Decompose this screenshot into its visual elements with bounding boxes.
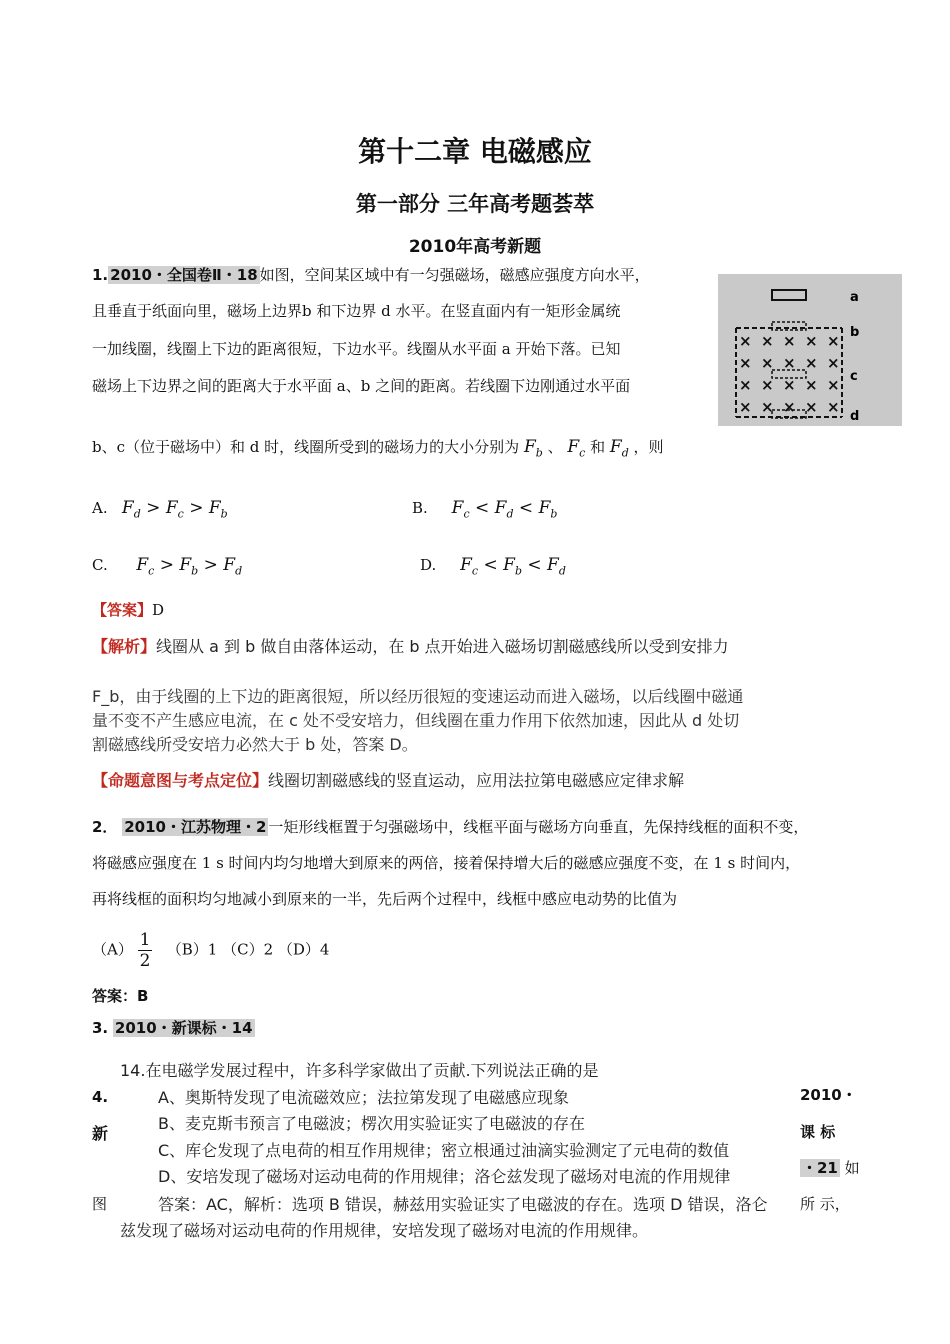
field-cross-mark: × [761, 398, 774, 416]
q3-option-c: C、库仑发现了点电荷的相互作用规律；密立根通过油滴实验测定了元电荷的数值 [158, 1141, 730, 1160]
q2-option-a-label[interactable]: （A） [92, 940, 133, 959]
q4-figure-word: 图 [92, 1195, 108, 1213]
q1-analysis-line2: F_b，由于线圈的上下边的距离很短，所以经历很短的变速运动而进入磁场，以后线圈中磁通 [92, 687, 744, 706]
field-cross-mark: × [783, 354, 796, 372]
option-a[interactable] [92, 498, 228, 524]
q3-header [92, 1018, 255, 1038]
answer-value: D [152, 601, 165, 619]
q1-then: ，则 [633, 438, 664, 456]
answer-label: 【答案】 [92, 601, 153, 619]
q1-text: 如图，空间某区域中有一匀强磁场，磁感应强度方向水平， [259, 266, 650, 284]
q1-analysis-line1 [92, 634, 729, 657]
option-d-label: D. [420, 556, 437, 574]
fraction-numerator: 1 [139, 930, 151, 950]
analysis-text-1: 线圈从 a 到 b 做自由落体运动，在 b 点开始进入磁场切割磁感线所以受到安排力 [156, 637, 729, 656]
q2-options [92, 930, 329, 971]
q1-analysis-line3: 量不变不产生感应电流，在 c 处不受安培力，但线圈在重力作用下依然加速，因此从 d 处切 [92, 711, 740, 730]
q4-year: 2010・ [800, 1086, 857, 1104]
field-diagram [718, 274, 902, 426]
q1-line2: 且垂直于纸面向里，磁场上边界b 和下边界 d 水平。在竖直面内有一矩形金属统 [92, 302, 621, 320]
one-half-fraction [138, 930, 153, 971]
field-cross-mark: × [805, 354, 818, 372]
fraction-denominator: 2 [139, 951, 151, 971]
field-cross-mark: × [739, 332, 752, 350]
q1-line1 [92, 265, 650, 285]
q2-line2: 将磁感应强度在 1 s 时间内均匀地增大到原来的两倍，接着保持增大后的磁感应强度不变，在 1 s 时间内， [92, 854, 801, 872]
option-c-expr: $F_c > F_b > F_d$ [136, 555, 243, 578]
q1-line5-text: b、c（位于磁场中）和 d 时，线圈所受到的磁场力的大小分别为 [92, 438, 520, 456]
option-a-label: A. [92, 499, 108, 517]
q3-option-d: D、安培发现了磁场对运动电荷的作用规律；洛仑兹发现了磁场对电流的作用规律 [158, 1167, 731, 1186]
label-c: c [850, 369, 858, 384]
q2-other-options[interactable]: （B）1 （C）2 （D）4 [166, 940, 330, 959]
q2-source-tag: 2010・江苏物理・2 [124, 818, 267, 836]
q2-text: 一矩形线框置于匀强磁场中，线框平面与磁场方向垂直，先保持线框的面积不变， [268, 818, 809, 836]
field-cross-mark: × [783, 376, 796, 394]
field-cross-mark: × [739, 376, 752, 394]
q1-intent [92, 768, 684, 791]
q3-source-tag: 2010・新课标・14 [114, 1019, 253, 1037]
q3-option-a: A、奥斯特发现了电流磁效应；法拉第发现了电磁感应现象 [158, 1088, 569, 1107]
q2-line3: 再将线框的面积均匀地减小到原来的一半，先后两个过程中，线框中感应电动势的比值为 [92, 890, 678, 908]
field-cross-mark: × [827, 354, 840, 372]
q3-answer-line1: 答案：AC，解析：选项 B 错误，赫兹用实验证实了电磁波的存在。选项 D 错误，洛仑 [158, 1195, 768, 1214]
field-cross-mark: × [783, 398, 796, 416]
field-cross-mark: × [739, 354, 752, 372]
q1-source-tag: 2010・全国卷Ⅱ・18 [110, 266, 258, 284]
field-cross-mark: × [783, 332, 796, 350]
q2-number: 2． [92, 818, 118, 836]
q3-stem: 14.在电磁学发展过程中，许多科学家做出了贡献.下列说法正确的是 [120, 1061, 599, 1080]
label-b: b [850, 325, 860, 340]
field-cross-mark: × [761, 354, 774, 372]
q1-line4: 磁场上下边界之间的距离大于水平面 a、b 之间的距离。若线圈下边刚通过水平面 [92, 377, 631, 395]
q4-number: 4. [92, 1088, 109, 1106]
field-cross-mark: × [805, 398, 818, 416]
page-title: 第十二章 电磁感应 [358, 135, 592, 168]
math-Fc: $F_c$ [567, 437, 586, 460]
q2-answer: 答案：B [92, 987, 149, 1005]
q1-answer [92, 600, 164, 620]
coil-at-a [772, 290, 806, 300]
option-b-label: B. [412, 499, 428, 517]
option-d[interactable] [420, 555, 566, 581]
q4-new: 新 [92, 1124, 109, 1143]
math-Fd: $F_d$ [609, 437, 629, 460]
field-cross-mark: × [827, 398, 840, 416]
q4-qnum [800, 1158, 860, 1178]
q4-ru: 如 [844, 1159, 860, 1177]
field-cross-mark: × [805, 376, 818, 394]
option-a-expr: $F_d > F_c > F_b$ [121, 498, 228, 521]
section-title: 2010年高考新题 [408, 237, 542, 257]
q3-number: 3. [92, 1019, 109, 1037]
q4-question-number: ・21 [802, 1159, 838, 1177]
math-Fb: $F_b$ [523, 437, 543, 460]
label-d: d [850, 409, 860, 424]
option-b-expr: $F_c < F_d < F_b$ [451, 498, 558, 521]
field-cross-mark: × [739, 398, 752, 416]
q1-sep: 、 [547, 438, 563, 456]
q3-option-b: B、麦克斯韦预言了电磁波；楞次用实验证实了电磁波的存在 [158, 1114, 585, 1133]
field-cross-mark: × [827, 376, 840, 394]
intent-label: 【命题意图与考点定位】 [92, 771, 269, 790]
part-title: 第一部分 三年高考题荟萃 [355, 192, 595, 216]
q1-analysis-line4: 割磁感线所受安培力必然大于 b 处，答案 D。 [92, 735, 418, 754]
intent-text: 线圈切割磁感线的竖直运动，应用法拉第电磁感应定律求解 [268, 771, 685, 790]
label-a: a [850, 290, 859, 305]
field-cross-mark: × [827, 332, 840, 350]
q2-line1 [92, 817, 808, 837]
magnetic-field-figure [718, 274, 902, 426]
option-c-label: C. [92, 556, 108, 574]
analysis-label: 【解析】 [92, 637, 157, 656]
option-b[interactable] [412, 498, 557, 524]
q4-kebiao: 课 标 [800, 1123, 836, 1141]
q1-line5 [92, 437, 664, 463]
option-d-expr: $F_c < F_b < F_d$ [460, 555, 566, 578]
q1-and: 和 [590, 438, 606, 456]
option-c[interactable] [92, 555, 242, 581]
field-cross-mark: × [761, 332, 774, 350]
field-cross-mark: × [761, 376, 774, 394]
q1-line3: 一加线圈，线圈上下边的距离很短，下边水平。线圈从水平面 a 开始下落。已知 [92, 340, 621, 358]
q3-answer-line2: 兹发现了磁场对运动电荷的作用规律，安培发现了磁场对电流的作用规律。 [120, 1221, 649, 1240]
field-cross-mark: × [805, 332, 818, 350]
q4-suoshi: 所 示， [800, 1195, 850, 1213]
q1-number: 1. [92, 266, 109, 284]
